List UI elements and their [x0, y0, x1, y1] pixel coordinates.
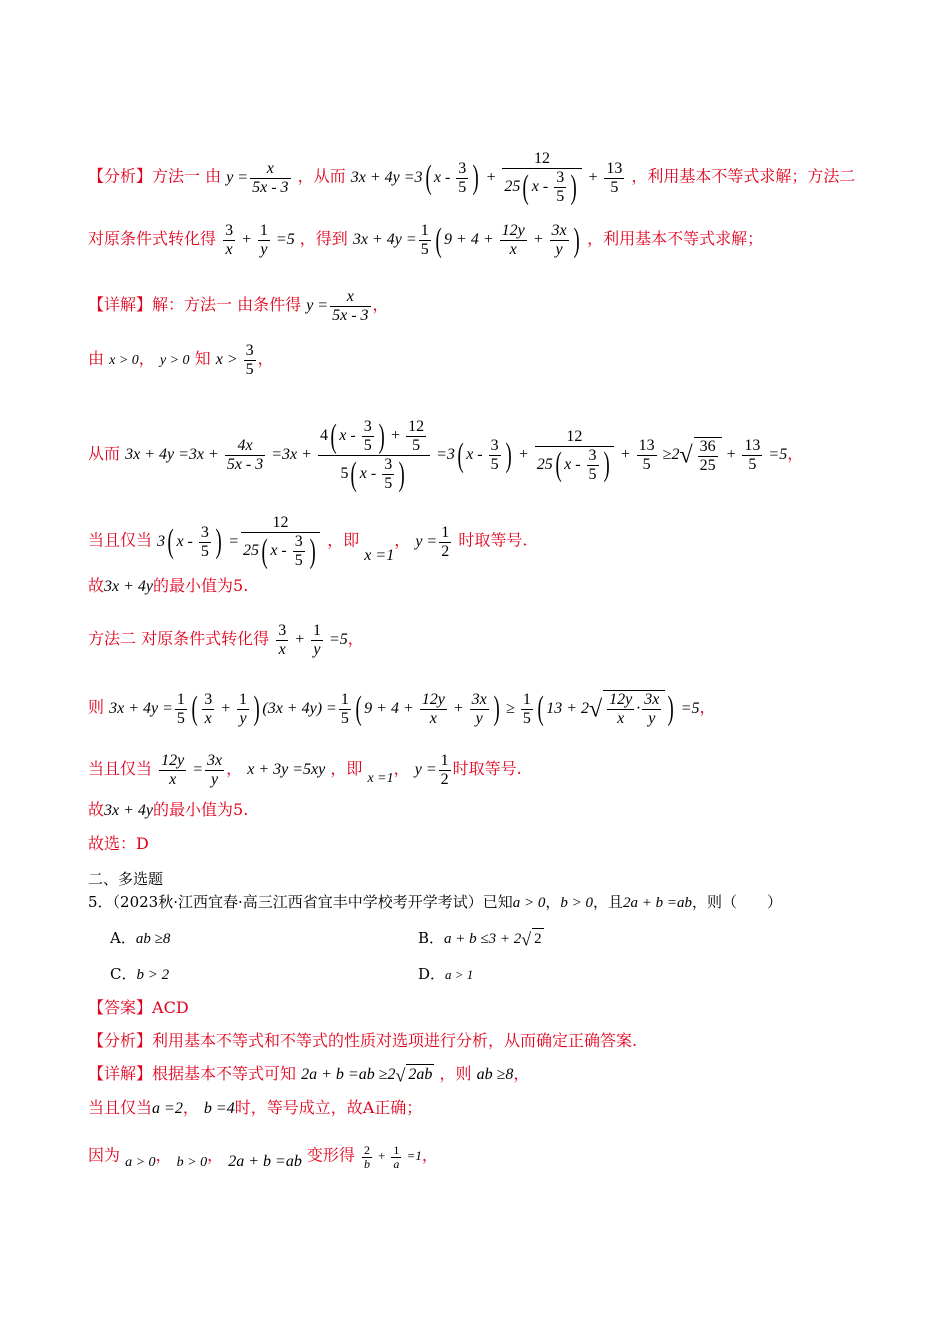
text: ，: [787, 444, 804, 464]
detail-line-7: [88, 690, 716, 728]
text: 从而: [88, 444, 121, 464]
option-d: [418, 964, 473, 985]
text: ，: [207, 1145, 224, 1165]
math-equality-condition: 3( x - $\frac{3}{5}$ ) = 12 25( x - $\frac{3}{5}$ ): [157, 533, 322, 550]
detail-line-a: [88, 1064, 529, 1085]
detail-line-2: [88, 342, 274, 379]
math: ab ≥8: [476, 1066, 514, 1083]
math-y-eq: y = $\frac{x}{5x - 3}$: [306, 288, 369, 324]
text: ，: [372, 295, 389, 315]
text: 当且仅当: [88, 759, 153, 779]
text: ，利用基本不等式求解；方法二: [631, 166, 856, 186]
text: 时取等号.: [452, 759, 522, 779]
math-derivation: 3x + 4y = $\frac{1}{5}$ ( $\frac{3}{x}$ + $\frac{1}{y}$ ) (3x + 4y) = $\frac{1}{5}$ ( 9 + 4 + $\frac{12y}{x}$ + $\frac{3x}{y}$ ) ≥ $\frac{1}{5}$ ( 13 + 2√ $\frac{12y}{x}$ · $\frac{3x}{y}$ ) =5: [109, 690, 700, 727]
text: 方法二 对原条件式转化得: [88, 629, 270, 649]
math: y = $\frac{1}{2}$: [414, 752, 449, 788]
math: x > 0: [109, 353, 139, 369]
math: x + 3y =5xy: [247, 761, 326, 779]
analysis-line-1: [88, 150, 855, 206]
math: a > 0: [512, 895, 546, 911]
option-label: D．: [418, 965, 446, 983]
option-label: C．: [110, 965, 137, 983]
question-number: 5．: [88, 893, 113, 911]
math: b > 0: [560, 895, 594, 911]
text: 的最小值为5.: [153, 800, 249, 819]
text: ，: [545, 893, 561, 911]
detail-line-3: [88, 418, 803, 493]
math: x =1: [364, 546, 395, 564]
detail-line-6: [88, 622, 364, 659]
text: ，则（ ）: [692, 893, 783, 911]
math: 3x + 4y: [104, 578, 154, 595]
text: ，: [138, 349, 155, 369]
math-expression: 3x + 4y =3( x - $\frac{3}{5}$ ) + 12 25( x - $\frac{3}{5}$ ) + $\frac{13}{5}$: [350, 150, 623, 206]
text: 由: [88, 349, 105, 369]
math-condition: $\frac{3}{x}$ + $\frac{1}{y}$ =5: [278, 622, 348, 658]
math: a =2: [152, 1100, 183, 1117]
text: 故: [88, 576, 105, 595]
math: a > 1: [445, 967, 474, 982]
final-choice: 故选：D: [88, 834, 149, 853]
text: ，: [155, 1145, 172, 1165]
detail-line-b: [88, 1098, 422, 1119]
text: 则: [88, 697, 105, 717]
text: ，: [513, 1064, 530, 1083]
math-y-eq: y = $\frac{x}{5x - 3}$: [226, 159, 289, 196]
text: 【详解】解：方法一 由条件得: [88, 295, 302, 315]
analysis-line: 【分析】利用基本不等式和不等式的性质对选项进行分析，从而确定正确答案.: [88, 1031, 638, 1050]
option-a: [110, 928, 170, 949]
detail-line-5: [88, 576, 248, 597]
math: 3x + 4y: [104, 802, 154, 819]
text: 当且仅当: [88, 530, 153, 550]
text: 时取等号.: [458, 530, 528, 550]
detail-line-9: [88, 800, 248, 821]
detail-line-1: [88, 288, 389, 325]
option-c: [110, 964, 169, 985]
question-5: [88, 892, 782, 913]
math: b > 2: [136, 967, 170, 983]
text: ，: [393, 759, 410, 779]
text: ，利用基本不等式求解；: [587, 229, 764, 249]
answer-value: ACD: [152, 998, 189, 1017]
text: 知: [194, 349, 211, 369]
option-b: [418, 928, 544, 950]
math: 2a + b =ab: [228, 1153, 302, 1171]
detail-line-4: [88, 514, 527, 570]
text: ，则: [439, 1064, 472, 1083]
text: ，: [421, 1145, 438, 1165]
math-expression: 3x + 4y = $\frac{1}{5}$ ( 9 + 4 + $\frac{12y}{x}$ + $\frac{3x}{y}$ ): [352, 221, 580, 259]
math: b > 0: [176, 1155, 208, 1171]
text: ，且: [593, 893, 624, 911]
analysis-line-2: [88, 222, 763, 259]
text: ，即: [327, 530, 360, 550]
answer-label: 【答案】: [88, 998, 153, 1017]
math-condition: $\frac{3}{x}$ + $\frac{1}{y}$ =5: [225, 222, 295, 258]
math: $\frac{2}{b}$ + $\frac{1}{a}$ =1: [364, 1143, 422, 1171]
math: y = $\frac{1}{2}$: [415, 523, 450, 560]
text: ，: [699, 697, 716, 717]
detail-line-c: [88, 1144, 438, 1171]
text: ，即: [330, 759, 363, 779]
math-derivation: 3x + 4y =3x + $\frac{4x}{5x - 3}$ =3x + 4( x - $\frac{3}{5}$ ) + $\frac{12}{5}$ 5( x - $\frac{3}{5}$ ) =3( x - $\frac{3}{5}$ ) + 12 25( x - $\frac{3}{5}$ ) + $\frac{13}{5}$ ≥2√ $\frac{36}{25}$ + $\frac{13}{5}$ =5: [125, 417, 788, 493]
math: ab ≥8: [135, 931, 171, 947]
text: ，得到: [299, 229, 348, 249]
text: 【分析】方法一 由: [88, 166, 222, 186]
section-title: 二、多选题: [88, 870, 164, 888]
math: b =4: [203, 1100, 235, 1117]
text: ，: [347, 629, 364, 649]
math: 2a + b =ab ≥2√ 2ab: [301, 1065, 433, 1086]
math: $\frac{12y}{x}$ = $\frac{3x}{y}$: [161, 752, 223, 788]
text: ，从而: [297, 166, 346, 186]
text: 故: [88, 800, 105, 819]
text: 【详解】根据基本不等式可知: [88, 1064, 297, 1083]
math: a > 0: [125, 1155, 156, 1171]
answer-line: [88, 998, 189, 1018]
text: ，: [226, 759, 243, 779]
text: 对原条件式转化得: [88, 229, 217, 249]
math: x =1: [367, 771, 394, 787]
text: ，: [182, 1098, 199, 1117]
math: x > $\frac{3}{5}$: [215, 342, 254, 378]
option-label: B．: [418, 929, 445, 947]
text: ，: [257, 349, 274, 369]
math: y > 0: [159, 353, 190, 369]
detail-line-8: [88, 752, 522, 789]
math: a + b ≤3 + 2√ 2: [444, 929, 542, 950]
text: 变形得: [306, 1145, 355, 1165]
question-text: （2023秋·江西宜春·高三江西省宜丰中学校考开学考试）已知: [112, 893, 513, 911]
text: 时，等号成立，故A正确；: [234, 1098, 423, 1117]
text: 的最小值为5.: [153, 576, 249, 595]
text: ，: [394, 530, 411, 550]
math: 2a + b =ab: [623, 895, 693, 911]
text: 当且仅当: [88, 1098, 153, 1117]
option-label: A．: [110, 929, 136, 947]
text: 因为: [88, 1145, 121, 1165]
